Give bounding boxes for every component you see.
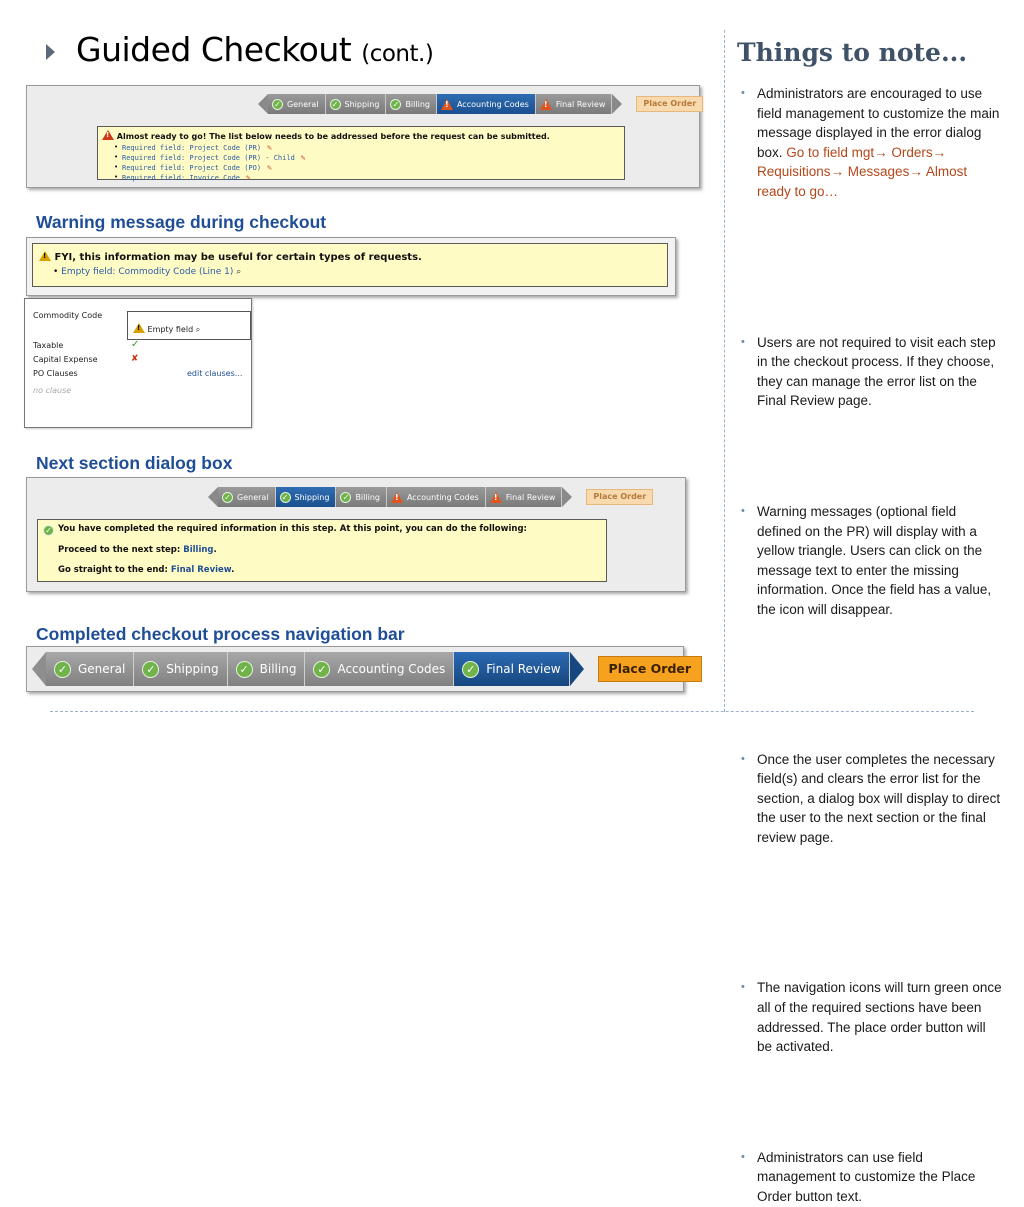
- nav-step-final-review[interactable]: ! Final Review: [536, 94, 613, 114]
- error-list-item[interactable]: • Required field: Project Code (PR) ✎: [112, 143, 620, 153]
- nav-start-arrow: [258, 94, 268, 114]
- nav-step-shipping[interactable]: ✓ Shipping: [134, 652, 227, 686]
- next-step-heading: ✓ You have completed the required information in this step. At this point, you can do the following:: [43, 524, 601, 536]
- checkout-nav-bar: [208, 487, 653, 507]
- check-icon: ✓: [390, 99, 401, 110]
- nav-end-arrow: [612, 94, 622, 114]
- nav-step-billing[interactable]: ✓ Billing: [228, 652, 306, 686]
- pencil-icon[interactable]: ✎: [246, 173, 251, 182]
- horizontal-divider: [50, 711, 974, 712]
- place-order-button[interactable]: Place Order: [598, 656, 703, 682]
- page-title: [76, 30, 433, 69]
- error-list-item[interactable]: • Required field: Invoice Code ✎: [112, 173, 620, 183]
- check-icon: ✓: [280, 492, 291, 503]
- check-icon: ✓: [54, 661, 71, 678]
- check-icon: ✓: [142, 661, 159, 678]
- commodity-label: Commodity Code: [33, 311, 103, 320]
- nav-end-arrow: [570, 652, 584, 686]
- notes-list: [741, 84, 1003, 1205]
- fyi-item[interactable]: • Empty field: Commodity Code (Line 1) ⌕: [53, 267, 242, 277]
- nav-step-general[interactable]: ✓ General: [268, 94, 326, 114]
- commodity-panel: [24, 298, 252, 428]
- nav-step-accounting-codes[interactable]: ✓ Accounting Codes: [305, 652, 454, 686]
- warning-triangle-icon: [133, 323, 145, 333]
- warning-icon: [490, 492, 502, 503]
- nav-step-final-review[interactable]: ✓ Final Review: [454, 652, 569, 686]
- pencil-icon[interactable]: ✎: [267, 143, 272, 152]
- error-list-item[interactable]: • Required field: Project Code (PO) ✎: [112, 163, 620, 173]
- error-list-item[interactable]: • Required field: Project Code (PR) - Child ✎: [112, 153, 620, 163]
- nav-step-general[interactable]: ✓ General: [46, 652, 134, 686]
- pencil-icon[interactable]: ✎: [300, 153, 306, 162]
- next-section-screenshot: [26, 477, 686, 592]
- fyi-screenshot: [26, 237, 676, 296]
- title-main: Guided Checkout: [76, 30, 352, 69]
- final-review-line: Go straight to the end: Final Review.: [58, 565, 235, 575]
- note-item: • Warning messages (optional field defined on the PR) will display with a yellow triangle. Users can click on the message text to enter the missing information. Once the field has a value, the icon will disappear.: [741, 502, 1003, 620]
- note-item: • Once the user completes the necessary field(s) and clears the error list for the section, a dialog box will display to direct the user to the next section or the final review page.: [741, 750, 1003, 848]
- note-item: • The navigation icons will turn green once all of the required sections have been addressed. The place order button will be activated.: [741, 978, 1003, 1056]
- nav-start-arrow: [208, 487, 218, 507]
- error-message-box: [97, 126, 625, 180]
- check-icon: ✓: [236, 661, 253, 678]
- po-clauses-label: PO Clauses: [33, 369, 78, 378]
- note-item: • Users are not required to visit each step in the checkout process. If they choose, they can manage the error list on the Final Review page.: [741, 333, 1003, 411]
- checkout-error-screenshot: [26, 85, 700, 188]
- capital-expense-label: Capital Expense: [33, 355, 98, 364]
- nav-step-accounting-codes[interactable]: ! Accounting Codes: [387, 487, 486, 507]
- note-item: • Administrators are encouraged to use field management to customize the main message displayed in the error dialog box. Go to field mgt→ Orders→ Requisitions→ Messages→ Almost ready to go…: [741, 84, 1003, 202]
- place-order-button-disabled[interactable]: Place Order: [636, 96, 703, 112]
- note-item: • Administrators can use field management to customize the Place Order button text.: [741, 1148, 1003, 1207]
- nav-step-shipping[interactable]: ✓ Shipping: [276, 487, 337, 507]
- speech-icon: ⌕: [195, 325, 201, 334]
- nav-end-arrow: [562, 487, 572, 507]
- warning-triangle-icon: [39, 251, 51, 261]
- section-heading-completed: Completed checkout process navigation bar: [36, 624, 405, 644]
- check-icon: ✓: [462, 661, 479, 678]
- nav-step-billing[interactable]: ✓ Billing: [386, 94, 437, 114]
- billing-link[interactable]: Billing: [183, 545, 214, 555]
- nav-step-billing[interactable]: ✓ Billing: [336, 487, 387, 507]
- next-step-message-box: [37, 519, 607, 582]
- edit-clauses-link[interactable]: edit clauses...: [187, 369, 243, 378]
- place-order-button-disabled[interactable]: Place Order: [586, 489, 653, 505]
- no-clause-text: no clause: [33, 386, 72, 395]
- completed-nav-screenshot: [26, 646, 692, 692]
- nav-start-arrow: [32, 652, 46, 686]
- field-mgt-path: Go to field mgt→ Orders→ Requisitions→ Messages→ Almost ready to go…: [757, 144, 968, 199]
- section-heading-warning: Warning message during checkout: [36, 212, 327, 232]
- check-icon: ✓: [340, 492, 351, 503]
- final-review-link[interactable]: Final Review: [170, 565, 232, 575]
- title-bullet-icon: [46, 44, 55, 60]
- check-icon: ✓: [313, 661, 330, 678]
- error-message-heading: ! Almost ready to go! The list below needs to be addressed before the request can be submitted.: [102, 130, 620, 141]
- nav-step-shipping[interactable]: ✓ Shipping: [326, 94, 387, 114]
- error-list: [112, 143, 620, 183]
- check-icon: ✓: [272, 99, 283, 110]
- check-icon: ✓: [222, 492, 233, 503]
- warning-icon: [540, 99, 552, 110]
- fyi-heading: ! FYI, this information may be useful for certain types of requests.: [39, 251, 661, 263]
- warning-icon: [391, 492, 403, 503]
- title-sub: (cont.): [361, 41, 434, 67]
- error-warning-icon: [102, 130, 114, 140]
- nav-step-accounting-codes[interactable]: ! Accounting Codes: [437, 94, 536, 114]
- empty-field-tooltip: ! Empty field ⌕: [127, 311, 251, 340]
- taxable-check-icon: ✓: [131, 339, 140, 350]
- warning-icon: [441, 99, 453, 110]
- check-icon: ✓: [330, 99, 341, 110]
- fyi-message-box: [32, 243, 668, 287]
- nav-step-final-review[interactable]: ! Final Review: [486, 487, 563, 507]
- pencil-icon[interactable]: ✎: [267, 163, 272, 172]
- next-step-line: Proceed to the next step: Billing.: [58, 545, 217, 555]
- check-icon: ✓: [43, 525, 54, 536]
- checkout-nav-bar: [258, 94, 703, 114]
- vertical-divider: [724, 30, 725, 712]
- nav-step-general[interactable]: ✓ General: [218, 487, 276, 507]
- speech-icon[interactable]: ⌕: [236, 267, 242, 277]
- capital-x-icon: ✘: [131, 354, 139, 364]
- taxable-label: Taxable: [33, 341, 64, 350]
- section-heading-next: Next section dialog box: [36, 453, 233, 473]
- completed-nav-bar: [32, 652, 702, 686]
- notes-heading: Things to note...: [737, 38, 968, 67]
